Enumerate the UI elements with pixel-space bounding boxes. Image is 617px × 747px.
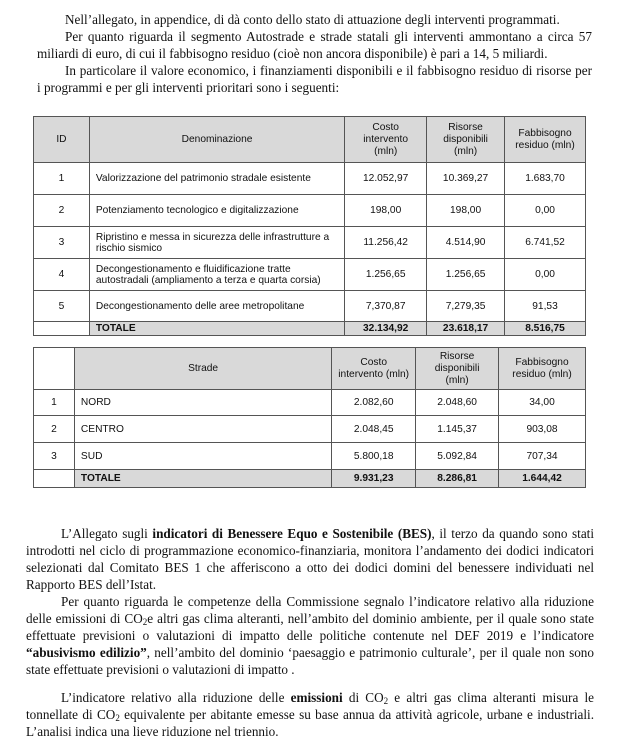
- intro-paragraph-3: In particolare il valore economico, i finanziamenti disponibili e il fabbisogno residuo di risorse per i programmi e per gli interventi prioritari sono i seguenti:: [37, 63, 592, 95]
- bes-paragraph-3: L’indicatore relativo alla riduzione delle emissioni di $CO_2$ e altri gas clima alteranti misura le tonnellate di $CO_2$ equivalente per abitante emesse su base annua da attività agricole, urbane e industriali. L’analisi indica una lieve riduzione nel triennio.: [26, 690, 595, 739]
- row-name: NORD: [74, 390, 331, 416]
- row-name: Ripristino e messa in sicurezza delle infrastrutture a rischio sismico: [89, 227, 344, 259]
- row-id: 5: [34, 291, 90, 322]
- bes-paragraph-2: Per quanto riguarda le competenze della Commissione segnalo l’indicatore relativo alla riduzione delle emissioni di $CO_2e$ altri gas clima alteranti, nell’ambito del dominio ambiente, per il quale sono state effettuate previsioni o valutazioni di impatto delle politiche contenute nel DEF 2019 e l’indicatore “abusivismo edilizio”, nell’ambito del dominio ‘paesaggio e patrimonio culturale’, per il quale non sono state effettuate previsioni o valutazioni di impatto .: [26, 594, 594, 677]
- row-risorse: 4.514,90: [427, 227, 505, 259]
- total-costo: 9.931,23: [332, 470, 416, 488]
- row-costo: 1.256,65: [345, 259, 427, 291]
- table-total-row: [34, 322, 586, 336]
- row-fabbisogno: 91,53: [505, 291, 586, 322]
- col-header-costo: Costo intervento (mln): [332, 348, 416, 390]
- row-id: 2: [34, 416, 75, 443]
- row-name: Decongestionamento delle aree metropolitane: [89, 291, 344, 322]
- programs-table: [33, 116, 586, 336]
- row-costo: 5.800,18: [332, 443, 416, 470]
- row-fabbisogno: 0,00: [505, 195, 586, 227]
- roads-table: [33, 347, 586, 488]
- row-name: Decongestionamento e fluidificazione tratte autostradali (ampliamento a terza e quarta corsia): [89, 259, 344, 291]
- table-row: [34, 390, 586, 416]
- table-row: [34, 443, 586, 470]
- row-risorse: 198,00: [427, 195, 505, 227]
- table-row: [34, 163, 586, 195]
- row-costo: 2.082,60: [332, 390, 416, 416]
- row-costo: 12.052,97: [345, 163, 427, 195]
- row-id: 1: [34, 390, 75, 416]
- row-fabbisogno: 34,00: [499, 390, 586, 416]
- total-label: TOTALE: [74, 470, 331, 488]
- table-row: [34, 259, 586, 291]
- total-fabbisogno: 1.644,42: [499, 470, 586, 488]
- emissioni-highlight: emissioni: [290, 690, 343, 705]
- intro-paragraph-2: Per quanto riguarda il segmento Autostrade e strade statali gli interventi ammontano a circa 57 miliardi di euro, di cui il fabbisogno residuo (cioè non ancora disponibile) è pari a 14, 5 miliardi.: [37, 29, 592, 61]
- bes-paragraph-1: L’Allegato sugli indicatori di Benessere Equo e Sostenibile (BES), il terzo da quando sono stati introdotti nel ciclo di programmazione economico-finanziaria, monitora l’andamento dei dodici indicatori selezionati dal Comitato BES 1 che afferiscono a otto dei dodici domini del benessere individuati nel Rapporto BES dell’Istat.: [26, 526, 595, 592]
- row-id: 3: [34, 443, 75, 470]
- row-risorse: 2.048,60: [416, 390, 499, 416]
- total-risorse: 23.618,17: [427, 322, 505, 336]
- row-risorse: 5.092,84: [416, 443, 499, 470]
- row-fabbisogno: 707,34: [499, 443, 586, 470]
- bes-highlight: indicatori di Benessere Equo e Sostenibile (BES): [152, 526, 432, 541]
- row-id: 4: [34, 259, 90, 291]
- row-fabbisogno: 1.683,70: [505, 163, 586, 195]
- col-header-costo: Costo intervento (mln): [345, 117, 427, 163]
- table-total-row: [34, 470, 586, 488]
- row-id: 2: [34, 195, 90, 227]
- table-row: [34, 195, 586, 227]
- total-label: TOTALE: [89, 322, 344, 336]
- table-header-row: [34, 117, 586, 163]
- table-header-row: [34, 348, 586, 390]
- intro-paragraph-1: Nell’allegato, in appendice, di dà conto dello stato di attuazione degli interventi programmati.: [65, 12, 560, 27]
- col-header-risorse: Risorse disponibili (mln): [416, 348, 499, 390]
- row-costo: 7,370,87: [345, 291, 427, 322]
- table-row: [34, 227, 586, 259]
- table-row: [34, 416, 586, 443]
- total-costo: 32.134,92: [345, 322, 427, 336]
- row-risorse: 10.369,27: [427, 163, 505, 195]
- row-name: Valorizzazione del patrimonio stradale esistente: [89, 163, 344, 195]
- row-fabbisogno: 0,00: [505, 259, 586, 291]
- row-costo: 2.048,45: [332, 416, 416, 443]
- row-name: SUD: [74, 443, 331, 470]
- col-header-strade: Strade: [74, 348, 331, 390]
- row-risorse: 1.256,65: [427, 259, 505, 291]
- row-risorse: 1.145,37: [416, 416, 499, 443]
- col-header-fabbisogno: Fabbisogno residuo (mln): [505, 117, 586, 163]
- abusivismo-highlight: “abusivismo edilizio”: [26, 645, 147, 660]
- row-fabbisogno: 903,08: [499, 416, 586, 443]
- row-id: 3: [34, 227, 90, 259]
- col-header-fabbisogno: Fabbisogno residuo (mln): [499, 348, 586, 390]
- col-header-denominazione: Denominazione: [89, 117, 344, 163]
- row-fabbisogno: 6.741,52: [505, 227, 586, 259]
- row-name: Potenziamento tecnologico e digitalizzazione: [89, 195, 344, 227]
- total-risorse: 8.286,81: [416, 470, 499, 488]
- col-header-id: ID: [34, 117, 90, 163]
- row-name: CENTRO: [74, 416, 331, 443]
- col-header-risorse: Risorse disponibili (mln): [427, 117, 505, 163]
- row-costo: 198,00: [345, 195, 427, 227]
- row-risorse: 7,279,35: [427, 291, 505, 322]
- table-row: [34, 291, 586, 322]
- row-costo: 11.256,42: [345, 227, 427, 259]
- total-fabbisogno: 8.516,75: [505, 322, 586, 336]
- row-id: 1: [34, 163, 90, 195]
